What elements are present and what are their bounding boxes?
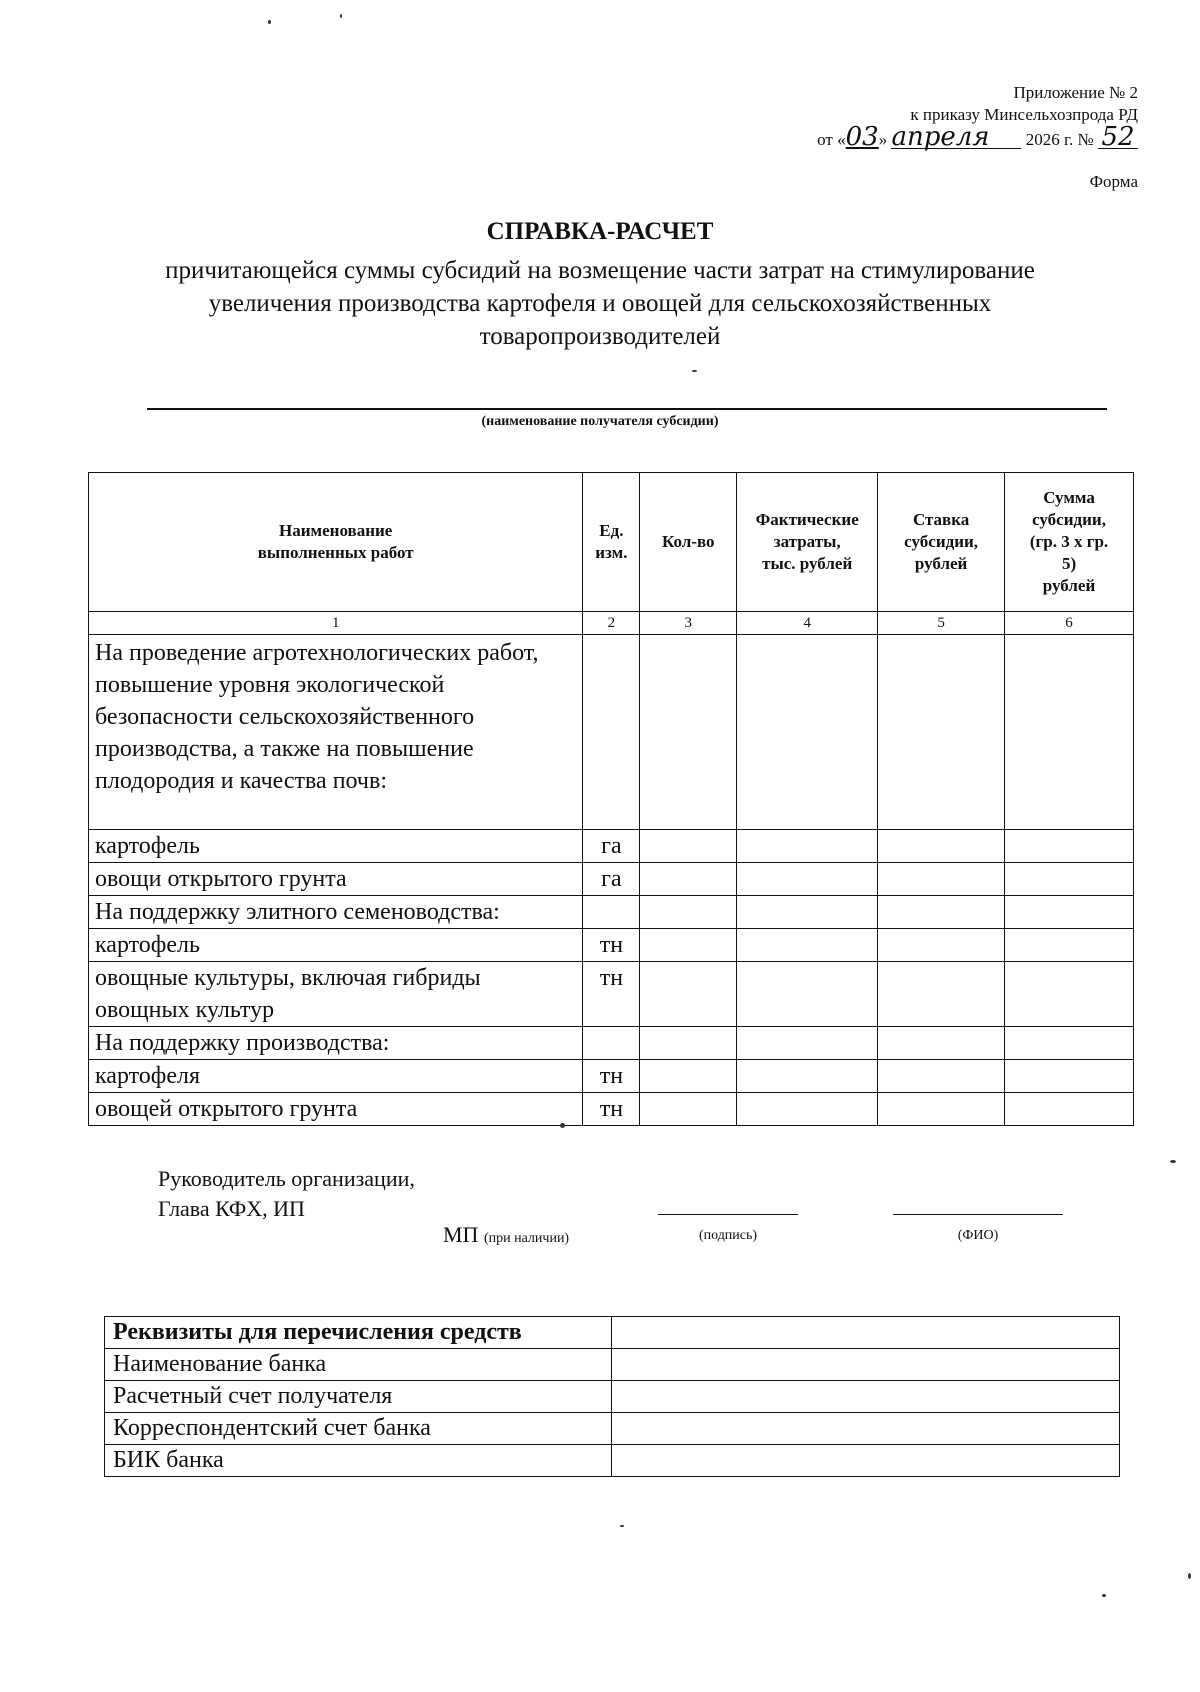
row-unit: га xyxy=(583,830,640,863)
date-month: апреля xyxy=(891,126,1021,149)
date-prefix: от « xyxy=(817,130,846,149)
order-number: 52 xyxy=(1098,126,1138,149)
header-text: рублей xyxy=(914,554,968,573)
header-work-name xyxy=(89,473,583,612)
row-work-name: картофель xyxy=(89,929,583,962)
signatory-line-2: Глава КФХ, ИП xyxy=(158,1196,305,1221)
requisites-row xyxy=(105,1381,1120,1413)
row-rate-cell[interactable] xyxy=(878,896,1005,929)
requisites-row xyxy=(105,1445,1120,1477)
bank-requisites-table xyxy=(104,1316,1120,1477)
row-rate-cell[interactable] xyxy=(878,1027,1005,1060)
appendix-number: Приложение № 2 xyxy=(1013,83,1138,102)
row-unit xyxy=(583,635,640,830)
row-costs-cell[interactable] xyxy=(737,635,878,830)
row-costs-cell[interactable] xyxy=(737,1027,878,1060)
row-sum-cell[interactable] xyxy=(1005,830,1134,863)
stamp-place xyxy=(443,1222,569,1248)
column-number: 2 xyxy=(583,612,640,635)
column-number: 6 xyxy=(1005,612,1134,635)
requisites-label: Расчетный счет получателя xyxy=(105,1381,612,1413)
header-actual-costs xyxy=(737,473,878,612)
row-work-name: На поддержку элитного семеноводства: xyxy=(89,896,583,929)
signatory-line-1: Руководитель организации, xyxy=(158,1166,415,1191)
subtitle-line-3: товаропроизводителей xyxy=(479,323,721,350)
header-unit xyxy=(583,473,640,612)
date-day: 03 xyxy=(845,122,879,152)
row-quantity-cell[interactable] xyxy=(640,1093,737,1126)
row-quantity-cell[interactable] xyxy=(640,863,737,896)
order-reference: к приказу Минсельхозпрода РД xyxy=(910,105,1138,124)
scan-speck xyxy=(1188,1573,1191,1579)
row-unit xyxy=(583,1027,640,1060)
subtitle-line-1: причитающейся суммы субсидий на возмещение части затрат на стимулирование xyxy=(165,257,1035,284)
header-text: выполненных работ xyxy=(257,543,414,562)
requisites-label: Наименование банка xyxy=(105,1349,612,1381)
row-unit: тн xyxy=(583,929,640,962)
requisites-value-cell[interactable] xyxy=(612,1381,1120,1413)
scan-speck xyxy=(268,20,271,24)
table-row xyxy=(89,863,1134,896)
header-text: Сумма xyxy=(1043,488,1095,507)
header-text: Наименование xyxy=(279,521,393,540)
header-text: затраты, xyxy=(773,532,841,551)
row-unit xyxy=(583,896,640,929)
row-work-name: картофель xyxy=(89,830,583,863)
requisites-header-row xyxy=(105,1317,1120,1349)
row-rate-cell[interactable] xyxy=(878,1093,1005,1126)
row-quantity-cell[interactable] xyxy=(640,962,737,1027)
column-number: 1 xyxy=(89,612,583,635)
row-rate-cell[interactable] xyxy=(878,1060,1005,1093)
header-quantity: Кол-во xyxy=(640,473,737,612)
appendix-header xyxy=(817,82,1138,193)
header-text: (гр. 3 х гр. xyxy=(1029,532,1109,551)
requisites-row xyxy=(105,1413,1120,1445)
row-rate-cell[interactable] xyxy=(878,962,1005,1027)
header-text: Ставка xyxy=(912,510,970,529)
header-sum xyxy=(1005,473,1134,612)
row-quantity-cell[interactable] xyxy=(640,1027,737,1060)
stamp-label: МП xyxy=(443,1222,479,1247)
requisites-row xyxy=(105,1349,1120,1381)
row-sum-cell[interactable] xyxy=(1005,1060,1134,1093)
row-unit: га xyxy=(583,863,640,896)
requisites-value-cell[interactable] xyxy=(612,1317,1120,1349)
scan-speck xyxy=(560,1123,565,1128)
header-text: субсидии, xyxy=(1032,510,1106,529)
requisites-value-cell[interactable] xyxy=(612,1413,1120,1445)
row-sum-cell[interactable] xyxy=(1005,929,1134,962)
form-label: Форма xyxy=(1089,172,1138,191)
header-text: рублей xyxy=(1042,576,1096,595)
scan-speck xyxy=(1102,1594,1106,1597)
row-unit: тн xyxy=(583,1093,640,1126)
table-row xyxy=(89,1027,1134,1060)
recipient-name-line[interactable] xyxy=(147,408,1107,410)
row-rate-cell[interactable] xyxy=(878,830,1005,863)
row-work-name: овощей открытого грунта xyxy=(89,1093,583,1126)
document-subtitle xyxy=(120,254,1080,353)
row-quantity-cell[interactable] xyxy=(640,896,737,929)
row-costs-cell[interactable] xyxy=(737,962,878,1027)
row-costs-cell[interactable] xyxy=(737,1093,878,1126)
row-work-name: овощные культуры, включая гибриды овощных культур xyxy=(89,962,583,1027)
order-date-line xyxy=(817,122,1138,152)
row-quantity-cell[interactable] xyxy=(640,1060,737,1093)
row-sum-cell[interactable] xyxy=(1005,863,1134,896)
row-work-name: На проведение агротехнологических работ, повышение уровня экологической безопасности сельскохозяйственного производства, а также на повышение плодородия и качества почв: xyxy=(89,635,583,830)
date-year: 2026 г. № xyxy=(1025,130,1094,149)
scan-speck xyxy=(692,370,697,372)
row-work-name: На поддержку производства: xyxy=(89,1027,583,1060)
stamp-note: (при наличии) xyxy=(483,1231,570,1246)
column-number: 5 xyxy=(878,612,1005,635)
header-text: тыс. рублей xyxy=(762,554,853,573)
row-costs-cell[interactable] xyxy=(737,830,878,863)
row-rate-cell[interactable] xyxy=(878,863,1005,896)
header-text: 5) xyxy=(1061,554,1077,573)
table-row xyxy=(89,1060,1134,1093)
requisites-label: Корреспондентский счет банка xyxy=(105,1413,612,1445)
row-unit: тн xyxy=(583,962,640,1027)
row-quantity-cell[interactable] xyxy=(640,635,737,830)
table-row xyxy=(89,830,1134,863)
scan-speck xyxy=(620,1525,624,1527)
requisites-value-cell[interactable] xyxy=(612,1349,1120,1381)
row-work-name: картофеля xyxy=(89,1060,583,1093)
table-row xyxy=(89,962,1134,1027)
header-text: субсидии, xyxy=(904,532,979,551)
scan-speck xyxy=(340,14,342,18)
recipient-caption: (наименование получателя субсидии) xyxy=(481,414,719,429)
row-costs-cell[interactable] xyxy=(737,929,878,962)
signature-caption: (подпись) xyxy=(698,1228,758,1243)
row-costs-cell[interactable] xyxy=(737,896,878,929)
table-row xyxy=(89,896,1134,929)
row-work-name: овощи открытого грунта xyxy=(89,863,583,896)
row-rate-cell[interactable] xyxy=(878,929,1005,962)
table-row xyxy=(89,1093,1134,1126)
requisites-label: БИК банка xyxy=(105,1445,612,1477)
scan-speck xyxy=(1170,1160,1176,1163)
signatory-block xyxy=(158,1164,415,1224)
table-row xyxy=(89,635,1134,830)
row-quantity-cell[interactable] xyxy=(640,929,737,962)
row-costs-cell[interactable] xyxy=(737,863,878,896)
row-quantity-cell[interactable] xyxy=(640,830,737,863)
header-text: изм. xyxy=(595,543,628,562)
row-sum-cell[interactable] xyxy=(1005,896,1134,929)
date-mid: » xyxy=(878,130,888,149)
column-number: 3 xyxy=(640,612,737,635)
row-sum-cell[interactable] xyxy=(1005,1093,1134,1126)
subsidy-calculation-table xyxy=(88,472,1134,1126)
header-text: Ед. xyxy=(599,521,624,540)
signature-line[interactable] xyxy=(658,1214,798,1215)
header-text: Фактические xyxy=(755,510,859,529)
requisites-header: Реквизиты для перечисления средств xyxy=(105,1317,612,1349)
row-rate-cell[interactable] xyxy=(878,635,1005,830)
subtitle-line-2: увеличения производства картофеля и овощей для сельскохозяйственных xyxy=(208,290,992,317)
table-header-row xyxy=(89,473,1134,612)
document-title: СПРАВКА-РАСЧЕТ xyxy=(486,218,714,245)
column-number-row xyxy=(89,612,1134,635)
header-rate xyxy=(878,473,1005,612)
requisites-value-cell[interactable] xyxy=(612,1445,1120,1477)
table-row xyxy=(89,929,1134,962)
fio-caption: (ФИО) xyxy=(957,1228,999,1243)
row-costs-cell[interactable] xyxy=(737,1060,878,1093)
row-sum-cell[interactable] xyxy=(1005,962,1134,1027)
row-unit: тн xyxy=(583,1060,640,1093)
fio-line[interactable] xyxy=(893,1214,1063,1215)
column-number: 4 xyxy=(737,612,878,635)
row-sum-cell[interactable] xyxy=(1005,1027,1134,1060)
row-sum-cell[interactable] xyxy=(1005,635,1134,830)
